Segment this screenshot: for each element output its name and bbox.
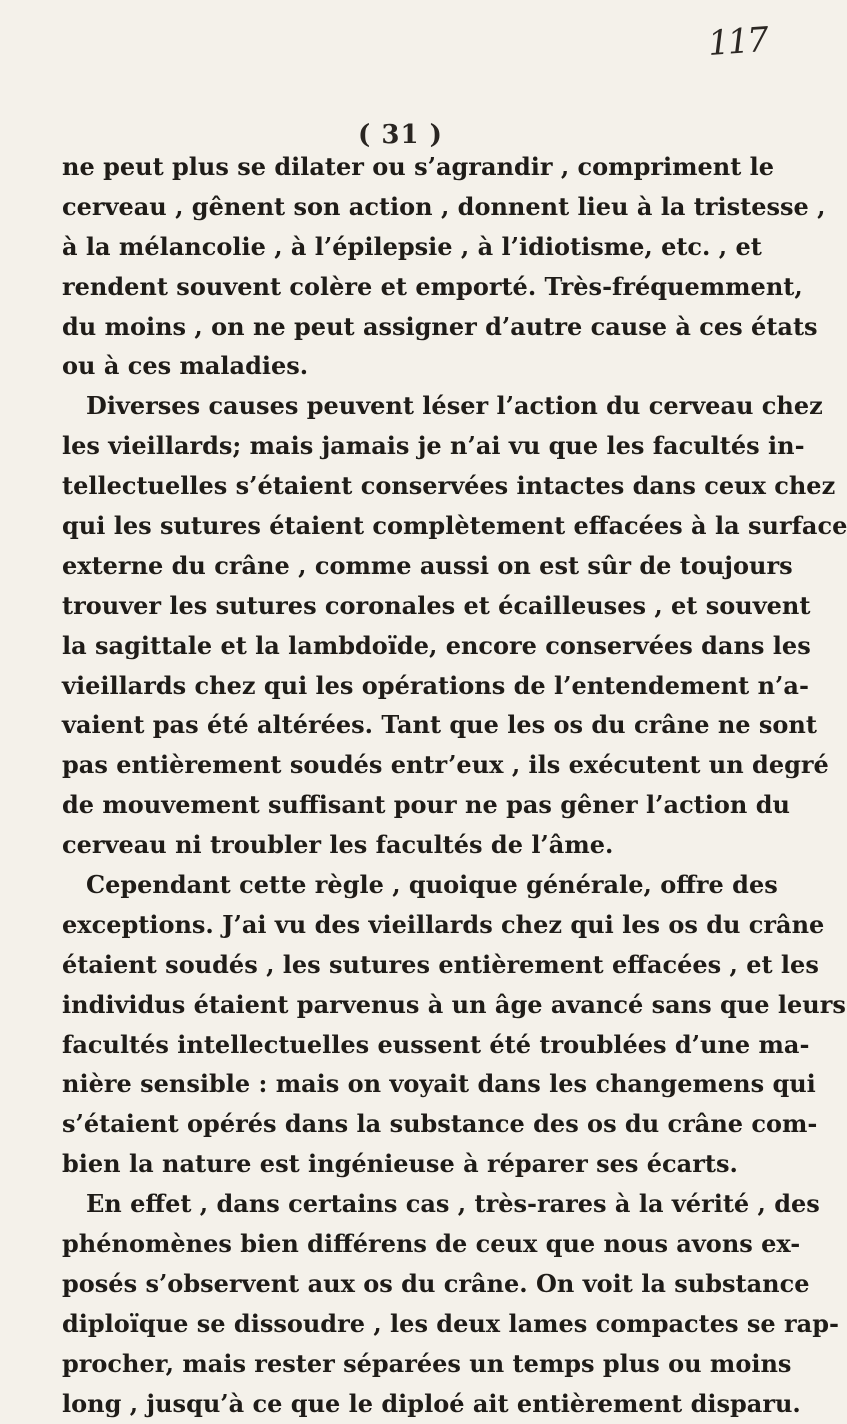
- body-text: [62, 147, 847, 1424]
- text-line: la sagittale et la lambdoïde, encore conservées dans les: [62, 630, 811, 660]
- text-line: externe du crâne , comme aussi on est sûr de toujours: [62, 550, 793, 580]
- text-line: ou à ces maladies.: [62, 351, 309, 381]
- text-line: nière sensible : mais on voyait dans les changemens qui: [62, 1069, 816, 1099]
- page-number: ( 31 ): [358, 120, 443, 150]
- text-line: trouver les sutures coronales et écailleuses , et souvent: [62, 590, 811, 620]
- text-line: long , jusqu’à ce que le diploé ait entièrement disparu.: [62, 1388, 801, 1418]
- text-line: Cependant cette règle , quoique générale, offre des: [86, 870, 778, 900]
- text-line: à la mélancolie , à l’épilepsie , à l’idiotisme, etc. , et: [62, 231, 762, 261]
- text-line: les vieillards; mais jamais je n’ai vu que les facultés in-: [62, 431, 805, 461]
- text-line: bien la nature est ingénieuse à réparer ses écarts.: [62, 1149, 738, 1179]
- text-line: du moins , on ne peut assigner d’autre cause à ces états: [62, 311, 818, 341]
- text-line: Diverses causes peuvent léser l’action du cerveau chez: [86, 391, 823, 421]
- text-line: qui les sutures étaient complètement effacées à la surface: [62, 511, 847, 541]
- text-line: procher, mais rester séparées un temps plus ou moins: [62, 1348, 792, 1378]
- text-line: cerveau ni troubler les facultés de l’âme.: [62, 830, 614, 860]
- text-line: de mouvement suffisant pour ne pas gêner l’action du: [62, 790, 790, 820]
- text-line: rendent souvent colère et emporté. Très-fréquemment,: [62, 271, 803, 301]
- handwritten-folio-number: 117: [706, 19, 769, 65]
- text-line: pas entièrement soudés entr’eux , ils exécutent un degré: [62, 750, 829, 780]
- text-line: étaient soudés , les sutures entièrement effacées , et les: [62, 949, 819, 979]
- text-line: facultés intellectuelles eussent été troublées d’une ma-: [62, 1029, 810, 1059]
- text-line: phénomènes bien différens de ceux que nous avons ex-: [62, 1229, 801, 1259]
- text-line: s’étaient opérés dans la substance des os du crâne com-: [62, 1109, 818, 1139]
- text-line: cerveau , gênent son action , donnent lieu à la tristesse ,: [62, 191, 826, 221]
- text-line: vaient pas été altérées. Tant que les os du crâne ne sont: [62, 710, 817, 740]
- text-line: diploïque se dissoudre , les deux lames compactes se rap-: [62, 1308, 839, 1338]
- text-line: En effet , dans certains cas , très-rares à la vérité , des: [86, 1189, 820, 1219]
- text-line: posés s’observent aux os du crâne. On voit la substance: [62, 1268, 810, 1298]
- text-line: individus étaient parvenus à un âge avancé sans que leurs: [62, 989, 846, 1019]
- text-line: ne peut plus se dilater ou s’agrandir , compriment le: [62, 152, 775, 181]
- text-line: tellectuelles s’étaient conservées intactes dans ceux chez: [62, 471, 836, 501]
- text-line: exceptions. J’ai vu des vieillards chez qui les os du crâne: [62, 909, 825, 939]
- text-line: vieillards chez qui les opérations de l’entendement n’a-: [62, 670, 809, 700]
